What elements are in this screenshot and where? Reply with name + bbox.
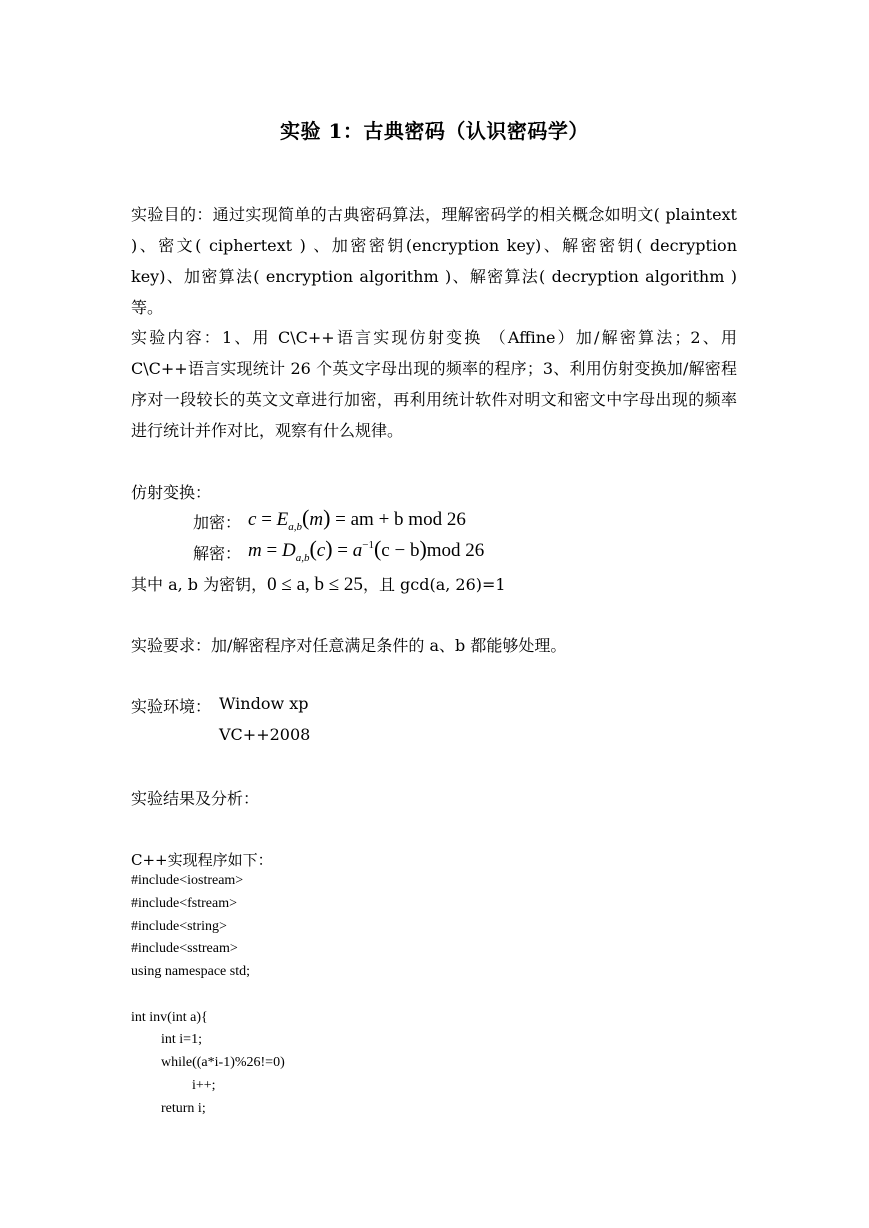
encrypt-label: 加密： bbox=[193, 513, 242, 532]
code-line: #include<iostream> bbox=[131, 873, 244, 888]
code-line: return i; bbox=[161, 1101, 206, 1116]
code-line: #include<fstream> bbox=[131, 896, 237, 911]
environment-ide: VC++2008 bbox=[219, 725, 311, 744]
results-heading: 实验结果及分析： bbox=[131, 789, 260, 808]
code-line: #include<sstream> bbox=[131, 941, 238, 956]
decrypt-label: 解密： bbox=[193, 544, 242, 563]
requirement-line: 实验要求：加/解密程序对任意满足条件的 a、b 都能够处理。 bbox=[131, 636, 567, 655]
environment-os: Window xp bbox=[219, 694, 309, 713]
decrypt-formula: $m = D_{a,b}(c) = a^{-1}(c - b)mod$ 26 bbox=[248, 536, 485, 564]
purpose-paragraph: 实验目的：通过实现简单的古典密码算法，理解密码学的相关概念如明文( plaintext )、密文( ciphertext ) 、加密密钥(encryption key)、解密密钥( decryption key)、加密算法( encryption algorithm )、解密算法( decryption algorithm ) 等。 bbox=[131, 205, 737, 317]
code-line: int i=1; bbox=[161, 1032, 202, 1047]
page-title: 实验 1：古典密码（认识密码学） bbox=[280, 119, 589, 143]
content-paragraph: 实验内容：1、用 C\C++语言实现仿射变换 （Affine）加/解密算法；2、用 C\C++语言实现统计 26 个英文字母出现的频率的程序；3、利用仿射变换加/解密程序对一段较长的英文文章进行加密，再利用统计软件对明文和密文中字母出现的频率进行统计并作对比，观察有什么规律。 bbox=[131, 328, 737, 440]
code-line: while((a*i-1)%26!=0) bbox=[161, 1055, 285, 1070]
code-line: i++; bbox=[192, 1078, 216, 1093]
environment-label: 实验环境： bbox=[131, 697, 212, 716]
code-line: using namespace std; bbox=[131, 964, 250, 979]
encrypt-formula: $c = E_{a,b}(m)$ = am + b mod 26 bbox=[248, 505, 466, 533]
code-line: int inv(int a){ bbox=[131, 1010, 208, 1025]
affine-heading: 仿射变换： bbox=[131, 483, 212, 502]
code-intro: C++实现程序如下： bbox=[131, 851, 273, 869]
key-condition: 其中 a, b 为密钥，0 ≤ a, b ≤ 25，且 gcd(a, 26)=1 bbox=[131, 574, 506, 595]
code-line: #include<string> bbox=[131, 919, 227, 934]
